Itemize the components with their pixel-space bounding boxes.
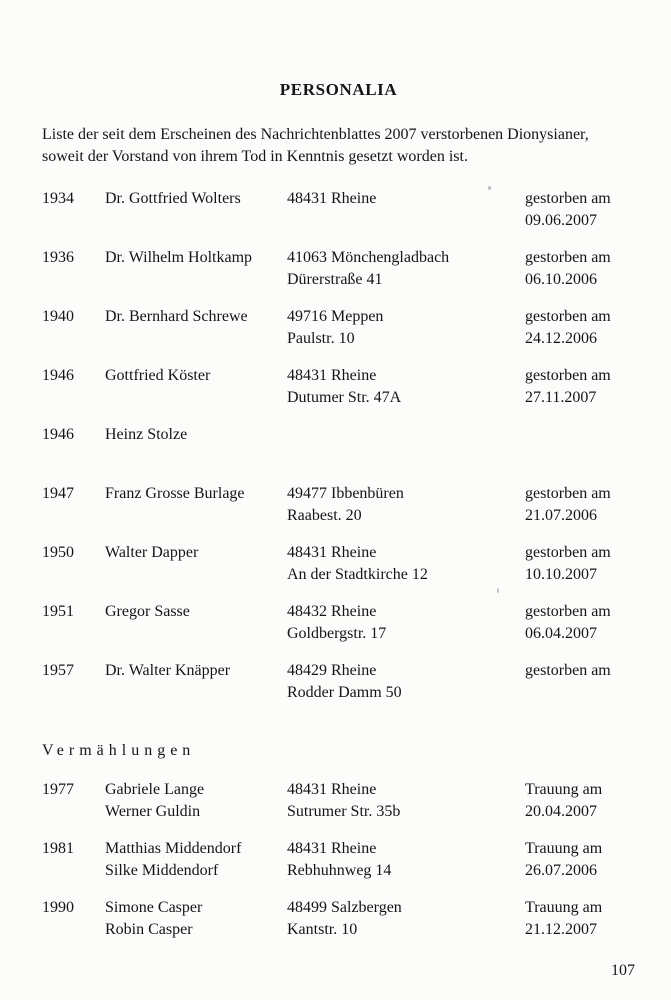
entry-names xyxy=(105,838,287,882)
entry-address-line: Kantstr. 10 xyxy=(287,921,358,938)
entry-note xyxy=(525,188,635,232)
entry-address-line: 49716 Meppen xyxy=(287,308,384,325)
entry-note-line: gestorben am xyxy=(525,603,611,620)
entry-address-line: Dürerstraße 41 xyxy=(287,271,383,288)
entry-names xyxy=(105,897,287,941)
entry-note xyxy=(525,542,635,586)
intro-paragraph: Liste der seit dem Erscheinen des Nachrichtenblattes 2007 verstorbenen Dionysianer, soweit der Vorstand von ihrem Tod in Kenntnis gesetzt worden ist. xyxy=(42,126,589,165)
entry-note-line: gestorben am xyxy=(525,544,611,561)
entry-names xyxy=(105,483,287,505)
entry-note xyxy=(525,483,635,527)
entry-note-line: Trauung am xyxy=(525,840,603,857)
table-row xyxy=(42,306,635,350)
entry-address-line: Paulstr. 10 xyxy=(287,330,355,347)
table-row xyxy=(42,779,635,823)
entry-names xyxy=(105,306,287,328)
entry-address-line: An der Stadtkirche 12 xyxy=(287,566,428,583)
entry-year: 1946 xyxy=(42,426,74,443)
entry-name-line: Matthias Middendorf xyxy=(105,840,242,857)
deaths-list xyxy=(42,188,635,704)
page-number: 107 xyxy=(611,962,635,979)
entry-note xyxy=(525,306,635,350)
entry-address-line: 48431 Rheine xyxy=(287,367,377,384)
entry-name-line: Dr. Bernhard Schrewe xyxy=(105,308,248,325)
marriages-heading: Vermählungen xyxy=(42,742,196,759)
entry-note xyxy=(525,247,635,291)
entry-note-line: gestorben am xyxy=(525,485,611,502)
entry-name-line: Gottfried Köster xyxy=(105,367,211,384)
page-title: PERSONALIA xyxy=(279,80,398,99)
entry-names xyxy=(105,779,287,823)
entry-names xyxy=(105,247,287,269)
entry-address-line: 48499 Salzbergen xyxy=(287,899,402,916)
entry-address-line: 41063 Mönchengladbach xyxy=(287,249,450,266)
entry-year: 1940 xyxy=(42,308,74,325)
entry-note-line: 10.10.2007 xyxy=(525,566,597,583)
entry-address-line: Raabest. 20 xyxy=(287,507,362,524)
entry-name-line: Franz Grosse Burlage xyxy=(105,485,245,502)
entry-note-line: 26.07.2006 xyxy=(525,862,597,879)
entry-names xyxy=(105,188,287,210)
entry-address xyxy=(287,483,525,527)
entry-note-line: 06.10.2006 xyxy=(525,271,597,288)
entry-address xyxy=(287,542,525,586)
entry-name-line: Werner Guldin xyxy=(105,803,201,820)
entry-note-line: 27.11.2007 xyxy=(525,389,597,406)
entry-note-line: 09.06.2007 xyxy=(525,212,597,229)
entry-address-line: Goldbergstr. 17 xyxy=(287,625,387,642)
entry-address-line: Sutrumer Str. 35b xyxy=(287,803,401,820)
entry-address xyxy=(287,838,525,882)
entry-names xyxy=(105,601,287,623)
marriages-list xyxy=(42,779,635,941)
entry-address-line: Rebhuhnweg 14 xyxy=(287,862,392,879)
entry-address-line: 48429 Rheine xyxy=(287,662,377,679)
entry-note-line: Trauung am xyxy=(525,781,603,798)
entry-note-line: 06.04.2007 xyxy=(525,625,597,642)
entry-note-line: 20.04.2007 xyxy=(525,803,597,820)
entry-year: 1951 xyxy=(42,603,74,620)
table-row xyxy=(42,247,635,291)
entry-names xyxy=(105,424,287,446)
entry-names xyxy=(105,542,287,564)
entry-address xyxy=(287,247,525,291)
entry-year: 1957 xyxy=(42,662,74,679)
entry-names xyxy=(105,365,287,387)
entry-address-line: 48432 Rheine xyxy=(287,603,377,620)
table-row xyxy=(42,838,635,882)
entry-names xyxy=(105,660,287,682)
entry-note xyxy=(525,660,635,682)
table-row xyxy=(42,424,635,468)
entry-year: 1934 xyxy=(42,190,74,207)
entry-note xyxy=(525,897,635,941)
entry-note-line: gestorben am xyxy=(525,190,611,207)
entry-note-line: Trauung am xyxy=(525,899,603,916)
entry-address xyxy=(287,660,525,704)
entry-note-line: gestorben am xyxy=(525,367,611,384)
entry-address-line: Dutumer Str. 47A xyxy=(287,389,402,406)
scan-speck xyxy=(497,588,499,593)
entry-note xyxy=(525,838,635,882)
entry-name-line: Walter Dapper xyxy=(105,544,199,561)
entry-year: 1977 xyxy=(42,781,74,798)
entry-year: 1990 xyxy=(42,899,74,916)
entry-year: 1947 xyxy=(42,485,74,502)
entry-note-line: gestorben am xyxy=(525,662,611,679)
table-row xyxy=(42,660,635,704)
entry-address-line: 48431 Rheine xyxy=(287,544,377,561)
table-row xyxy=(42,897,635,941)
entry-address-line: Rodder Damm 50 xyxy=(287,684,402,701)
table-row xyxy=(42,542,635,586)
entry-name-line: Silke Middendorf xyxy=(105,862,219,879)
entry-address-line: 49477 Ibbenbüren xyxy=(287,485,404,502)
table-row xyxy=(42,483,635,527)
entry-name-line: Gabriele Lange xyxy=(105,781,205,798)
entry-name-line: Simone Casper xyxy=(105,899,203,916)
entry-address xyxy=(287,601,525,645)
entry-address xyxy=(287,306,525,350)
entry-note xyxy=(525,779,635,823)
entry-address xyxy=(287,897,525,941)
entry-note xyxy=(525,365,635,409)
entry-note xyxy=(525,601,635,645)
table-row xyxy=(42,601,635,645)
entry-name-line: Robin Casper xyxy=(105,921,193,938)
entry-address-line: 48431 Rheine xyxy=(287,840,377,857)
entry-year: 1946 xyxy=(42,367,74,384)
entry-name-line: Gregor Sasse xyxy=(105,603,190,620)
table-row xyxy=(42,188,635,232)
entry-address xyxy=(287,365,525,409)
entry-year: 1936 xyxy=(42,249,74,266)
entry-note-line: gestorben am xyxy=(525,308,611,325)
table-row xyxy=(42,365,635,409)
entry-address-line: 48431 Rheine xyxy=(287,781,377,798)
entry-name-line: Dr. Wilhelm Holtkamp xyxy=(105,249,253,266)
scan-speck xyxy=(488,186,491,190)
entry-address xyxy=(287,779,525,823)
entry-name-line: Dr. Walter Knäpper xyxy=(105,662,231,679)
entry-name-line: Dr. Gottfried Wolters xyxy=(105,190,241,207)
entry-address xyxy=(287,188,525,210)
entry-year: 1950 xyxy=(42,544,74,561)
entry-year: 1981 xyxy=(42,840,74,857)
entry-name-line: Heinz Stolze xyxy=(105,426,188,443)
entry-note-line: 21.12.2007 xyxy=(525,921,597,938)
entry-note-line: 24.12.2006 xyxy=(525,330,597,347)
entry-address-line: 48431 Rheine xyxy=(287,190,377,207)
entry-note-line: gestorben am xyxy=(525,249,611,266)
entry-note-line: 21.07.2006 xyxy=(525,507,597,524)
